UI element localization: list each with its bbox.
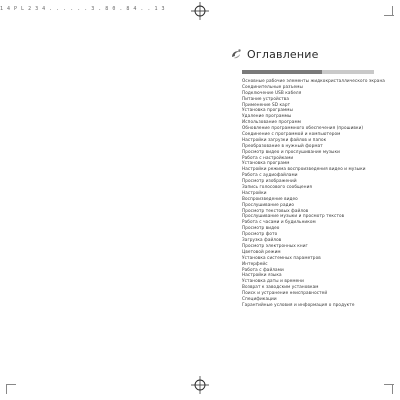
crop-mark: [384, 384, 394, 385]
toc-list: [242, 78, 398, 308]
toc-entry[interactable]: Цветовой режим: [242, 248, 281, 254]
toc-entry[interactable]: Подключение USB кабеля: [242, 89, 302, 95]
toc-entry[interactable]: Прослушивание радио: [242, 201, 295, 207]
toc-entry[interactable]: Соединительные разъемы: [242, 83, 303, 89]
toc-entry[interactable]: Гарантийные условия и информация о продукте: [242, 301, 355, 307]
toc-entry[interactable]: Установка программы: [242, 107, 293, 113]
toc-entry[interactable]: Просмотр электронных книг: [242, 242, 308, 248]
toc-entry[interactable]: Работа с настройками: [242, 154, 294, 160]
crop-mark: [384, 15, 394, 16]
toc-entry[interactable]: Настройки языка: [242, 272, 282, 278]
toc-entry[interactable]: Преобразование в нужный формат: [242, 142, 323, 148]
crosshair-registration-icon: [191, 376, 209, 394]
toc-entry[interactable]: Просмотр видео и прослушивание музыки: [242, 148, 340, 154]
toc-entry[interactable]: Спецификации: [242, 295, 277, 301]
crop-mark: [6, 384, 16, 385]
toc-entry[interactable]: Питание устройства: [242, 95, 289, 101]
toc-divider-dark: [242, 70, 322, 74]
toc-entry[interactable]: Настройки: [242, 189, 267, 195]
crop-mark: [6, 384, 7, 394]
toc-entry[interactable]: Просмотр видео: [242, 225, 280, 231]
toc-entry[interactable]: Поиск и устранение неисправностей: [242, 290, 328, 296]
toc-entry[interactable]: Воспроизведение видео: [242, 195, 298, 201]
toc-entry[interactable]: Настройки загрузки файлов и папок: [242, 136, 327, 142]
table-of-contents: [230, 40, 400, 360]
crosshair-registration-icon: [191, 2, 209, 20]
toc-entry[interactable]: Применение SD карт: [242, 101, 291, 107]
toc-entry[interactable]: Удаление программы: [242, 113, 292, 119]
toc-entry[interactable]: Обновление программного обеспечения (прошивки): [242, 125, 364, 131]
toc-entry[interactable]: Просмотр изображений: [242, 178, 297, 184]
toc-entry[interactable]: Установка даты и времени: [242, 278, 304, 284]
toc-entry[interactable]: Соединение с программой и компьютером: [242, 131, 341, 137]
toc-entry[interactable]: Просмотр текстовых файлов: [242, 207, 309, 213]
swirl-logo-icon: [230, 48, 242, 60]
toc-entry[interactable]: Работа с часами и будильником: [242, 219, 316, 225]
toc-divider: [242, 70, 374, 74]
toc-header: [230, 44, 319, 64]
toc-title: Оглавление: [247, 47, 319, 61]
toc-entry[interactable]: Использование программ: [242, 119, 301, 125]
toc-entry[interactable]: Возврат к заводским установкам: [242, 284, 319, 290]
toc-entry[interactable]: Установка программ: [242, 160, 290, 166]
toc-entry[interactable]: Просмотр фото: [242, 231, 278, 237]
toc-entry[interactable]: Прослушивание музыки и просмотр текстов: [242, 213, 345, 219]
toc-entry[interactable]: Интерфейс: [242, 260, 268, 266]
toc-entry[interactable]: Настройки режима воспроизведения видео и музыки: [242, 166, 366, 172]
crop-mark: [392, 384, 393, 394]
toc-divider-light: [322, 70, 374, 74]
print-slug-text: 1 4 P L 2 3 4 . . . . . . 3 . 8 0 . 8 4 . . 1 3: [0, 6, 165, 12]
toc-entry[interactable]: Установка системных параметров: [242, 254, 321, 260]
toc-entry[interactable]: Работа с файлами: [242, 266, 284, 272]
toc-entry[interactable]: Основные рабочие элементы жидкокристаллического экрана: [242, 78, 385, 83]
toc-entry[interactable]: Загрузка файлов: [242, 237, 282, 243]
toc-entry[interactable]: Работа с аудиофайлами: [242, 172, 298, 178]
toc-entry[interactable]: Запись голосового сообщения: [242, 184, 313, 190]
